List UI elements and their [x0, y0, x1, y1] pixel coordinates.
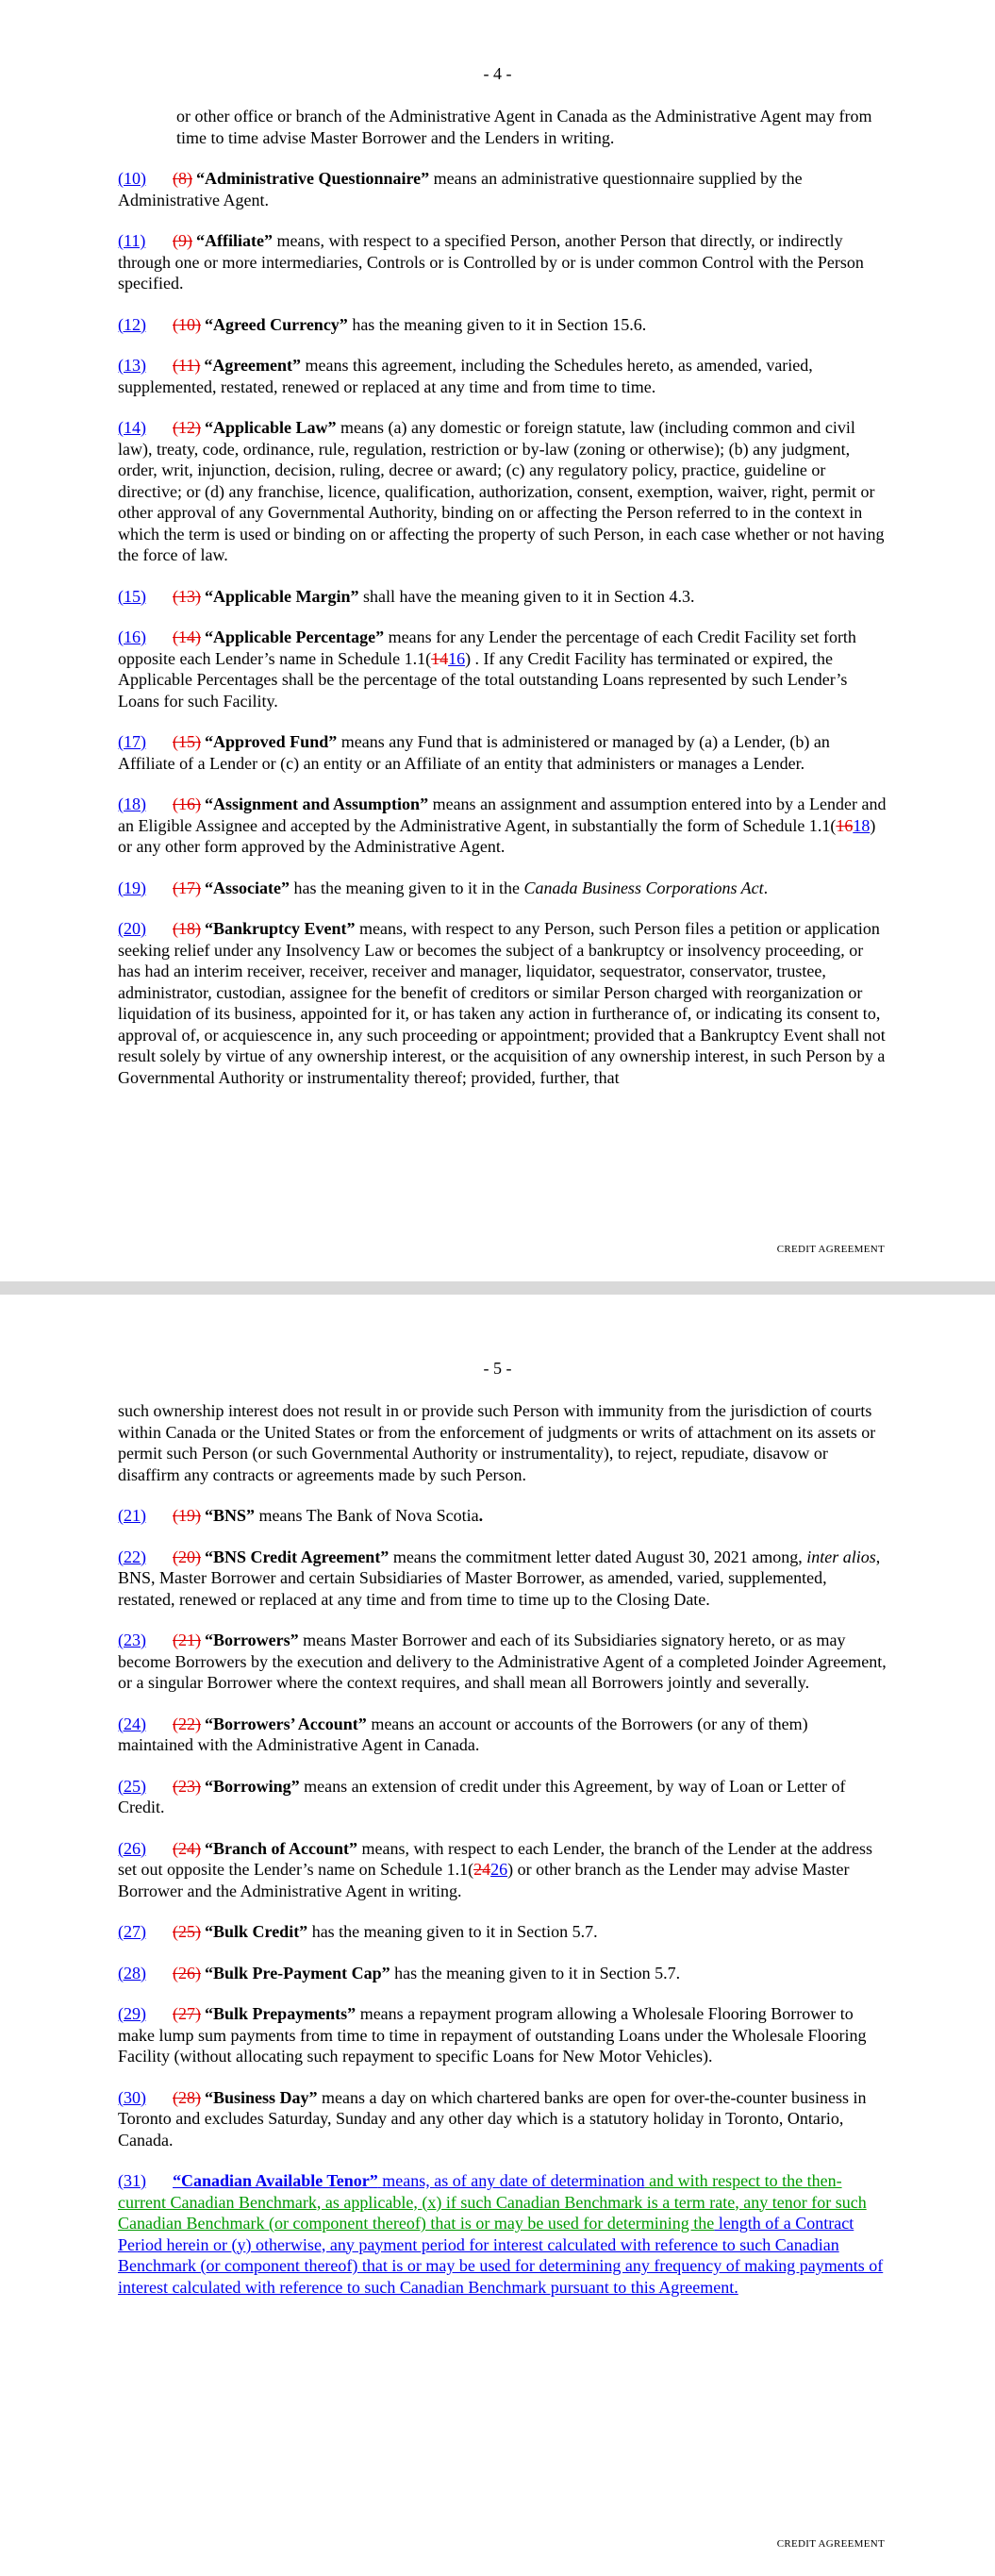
definition-text: means, with respect to each Lender, the branch of the Lender at the address set out opposite the Lender’s name on Schedule 1.1(	[118, 1838, 873, 1879]
deleted-reference: 24	[473, 1860, 491, 1879]
definition-administrative-questionnaire	[118, 168, 887, 210]
defined-term: “Branch of Account”	[205, 1838, 357, 1858]
defined-term: “Business Day”	[205, 2087, 318, 2107]
definition-text: means this agreement, including the Schedules hereto, as amended, varied, supplemented, restated, renewed or replaced at any time and from time to time.	[118, 356, 813, 396]
deleted-number: (18)	[173, 919, 201, 938]
deleted-number: (17)	[173, 878, 201, 897]
definition-text-cont: ) or any other form approved by the Administrative Agent.	[118, 815, 876, 856]
defined-term: “Applicable Percentage”	[205, 627, 385, 646]
deleted-number: (25)	[173, 1922, 201, 1941]
definition-assignment-and-assumption	[118, 794, 887, 858]
clause-number: (25)	[118, 1776, 146, 1796]
defined-term: “Bankruptcy Event”	[205, 919, 356, 938]
definition-borrowers-account	[118, 1714, 887, 1756]
definition-text: means any Fund that is administered or managed by (a) a Lender, (b) an Affiliate of a Lender or (c) an entity or an Affiliate of an entity that administers or manages a Lender.	[118, 732, 830, 773]
definition-agreement	[118, 355, 887, 397]
defined-term: “Assignment and Assumption”	[205, 795, 429, 813]
definition-text-cont: ) . If any Credit Facility has terminated or expired, the Applicable Percentages shall be the percentage of the total outstanding Loans represented by such Lender’s Loans for such Facility.	[118, 648, 848, 711]
defined-term: “Agreement”	[204, 356, 301, 375]
definition-bns: (21) (19) “BNS” means The Bank of Nova Scotia.	[118, 1506, 484, 1525]
clause-number: (12)	[118, 314, 146, 334]
definition-text: means a day on which chartered banks are open for over-the-counter business in Toronto and excludes Saturday, Sunday and any other day which is a statutory holiday in Toronto, Ontario, Canada.	[118, 2087, 867, 2149]
clause-number: (30)	[118, 2087, 146, 2107]
page-body	[118, 1400, 887, 2317]
clause-number: (19)	[118, 878, 146, 897]
clause-number: (17)	[118, 732, 146, 751]
deleted-number: (11)	[173, 356, 201, 375]
definition-text: has the meaning given to it in Section 5.7.	[307, 1922, 598, 1941]
continuation-paragraph: such ownership interest does not result in or provide such Person with immunity from the jurisdiction of courts within Canada or the United States or from the enforcement of judgments or writs of attachment on its assets or permit such Person (or such Governmental Authority or instrumentality), to reject, repudiate, disavow or disaffirm any contracts or agreements made by such Person.	[118, 1401, 876, 1484]
act-name: Canada Business Corporations Act	[523, 878, 764, 897]
deleted-number: (19)	[173, 1506, 201, 1525]
deleted-number: (10)	[173, 314, 201, 334]
page-footer: CREDIT AGREEMENT	[776, 2538, 885, 2550]
definition-bulk-credit	[118, 1921, 887, 1943]
clause-number: (27)	[118, 1922, 146, 1941]
definition-text-cont: , BNS, Master Borrower and certain Subsidiaries of Master Borrower, as amended, varied, supplemented, restated, renewed or replaced at any time and from time to time up to the Closing Date.	[118, 1547, 881, 1609]
definition-branch-of-account	[118, 1838, 887, 1902]
deleted-number: (8)	[173, 169, 192, 188]
inserted-reference: 26	[490, 1860, 508, 1879]
defined-term: “BNS”	[205, 1506, 256, 1525]
definition-text: means an administrative questionnaire supplied by the Administrative Agent.	[118, 169, 803, 209]
defined-term: “Affiliate”	[196, 231, 273, 250]
clause-number: (13)	[118, 356, 146, 375]
defined-term: “Borrowing”	[205, 1776, 300, 1796]
deleted-number: (23)	[173, 1776, 201, 1796]
deleted-number: (16)	[173, 795, 201, 813]
continuation-paragraph: or other office or branch of the Administrative Agent in Canada as the Administrative Agent may from time to time advise Master Borrower and the Lenders in writing.	[176, 107, 872, 147]
clause-number: (11)	[118, 231, 146, 250]
defined-term: “Administrative Questionnaire”	[196, 169, 430, 188]
inserted-text: means, as of any date of determination	[377, 2171, 645, 2190]
definition-bns-credit-agreement	[118, 1547, 887, 1611]
defined-term: “Bulk Credit”	[205, 1922, 308, 1941]
inserted-reference: 18	[853, 815, 871, 835]
deleted-number: (12)	[173, 418, 201, 437]
clause-number: (28)	[118, 1963, 146, 1982]
deleted-number: (28)	[173, 2087, 201, 2107]
inserted-text-green: and with respect to the then-current Canadian Benchmark, as applicable, (x) if such Canadian Benchmark is a term rate, any tenor for such Canadian Benchmark (or component thereof) that is or may	[118, 2171, 867, 2233]
clause-number: (31)	[118, 2171, 146, 2190]
definition-text: has the meaning given to it in the	[289, 878, 524, 897]
deleted-number: (27)	[173, 2004, 201, 2023]
definition-text: means an account or accounts of the Borrowers (or any of them) maintained with the Administrative Agent in Canada.	[118, 1714, 808, 1754]
deleted-number: (13)	[173, 586, 201, 606]
defined-term: “Bulk Prepayments”	[205, 2004, 357, 2023]
definition-borrowers	[118, 1630, 887, 1694]
defined-term: “Associate”	[205, 878, 290, 897]
definition-agreed-currency	[118, 314, 887, 336]
definition-bulk-prepayments	[118, 2003, 887, 2067]
clause-number: (16)	[118, 627, 146, 646]
clause-number: (26)	[118, 1838, 146, 1858]
deleted-number: (20)	[173, 1547, 201, 1566]
page-number: - 5 -	[483, 1359, 512, 1378]
inserted-text-cont: length of a Contract Period herein or (y) otherwise, any payment period for interest calculated with reference to such Canadian Benchmark (or component thereof) that is or may be used for determining any frequency of making payments of interest calculated with reference to such Canadian Benchmark pursuant to this Agreement.	[118, 2214, 884, 2297]
clause-number: (18)	[118, 795, 146, 813]
clause-number: (29)	[118, 2004, 146, 2023]
definition-text: has the meaning given to it in Section 5.7.	[390, 1963, 681, 1982]
deleted-number: (26)	[173, 1963, 201, 1982]
defined-term: “Borrowers”	[205, 1631, 299, 1649]
definition-text: means (a) any domestic or foreign statute, law (including common and civil law), treaty, code, ordinance, rule, regulation, restriction or by-law (zoning or otherwise); (b) any judgment, order, writ, injunction, decision, ruling, decree or award; (c) any regulatory policy, practice, guideline or directive; or (d) any franchise, licence, qualification, authorization, consent, exemption, waiver, right, permit or other approval of any Governmental Authority, binding on or affecting the Person referred to in the context in which the term is used or binding on or affecting the property of such Person, in each case whether or not having the force of law.	[118, 418, 885, 564]
page-footer: CREDIT AGREEMENT	[776, 1244, 885, 1255]
page-4	[0, 0, 995, 1281]
defined-term-inserted: “Canadian Available Tenor”	[173, 2171, 378, 2190]
latin-phrase: inter alios	[806, 1547, 876, 1566]
deleted-number: (22)	[173, 1714, 201, 1733]
defined-term: “Applicable Law”	[205, 418, 337, 437]
defined-term: “Approved Fund”	[205, 732, 338, 751]
clause-number: (10)	[118, 169, 146, 188]
defined-term: “Bulk Pre-Payment Cap”	[205, 1963, 390, 1982]
definition-approved-fund	[118, 731, 887, 774]
definition-affiliate	[118, 230, 887, 294]
definition-text: means an extension of credit under this Agreement, by way of Loan or Letter of Credit.	[118, 1776, 846, 1816]
definition-borrowing	[118, 1776, 887, 1818]
definition-applicable-percentage	[118, 627, 887, 711]
clause-number: (20)	[118, 919, 146, 938]
clause-number: (21)	[118, 1506, 146, 1525]
deleted-reference: 14	[431, 648, 449, 668]
inserted-text-green-2: be used for determining the	[522, 2214, 715, 2233]
clause-number: (24)	[118, 1714, 146, 1733]
definition-text: means The Bank of Nova Scotia	[255, 1506, 479, 1525]
definition-text: means a repayment program allowing a Wholesale Flooring Borrower to make lump sum payments from time to time in repayment of outstanding Loans under the Wholesale Flooring Facility (without allocating such repayment to specific Loans for New Motor Vehicles).	[118, 2004, 867, 2066]
deleted-number: (21)	[173, 1631, 201, 1649]
definition-text-cont: ) or other branch as the Lender may advise Master Borrower and the Administrative Agent in writing.	[118, 1860, 850, 1900]
deleted-number: (9)	[173, 231, 192, 250]
defined-term: “Applicable Margin”	[205, 586, 359, 606]
definition-text: means the commitment letter dated August 30, 2021 among,	[389, 1547, 807, 1566]
definition-text: has the meaning given to it in Section 15.6.	[347, 314, 647, 334]
clause-number: (15)	[118, 586, 146, 606]
page-5	[0, 1295, 995, 2576]
page-number: - 4 -	[483, 64, 512, 83]
definition-canadian-available-tenor	[118, 2170, 887, 2298]
deleted-number: (14)	[173, 627, 201, 646]
clause-number: (22)	[118, 1547, 146, 1566]
definition-text: means Master Borrower and each of its Subsidiaries signatory hereto, or as may become Borrowers by the execution and delivery to the Administrative Agent of a completed Joinder Agreement, or a singular Borrower where the context requires, and shall mean all Borrowers jointly and severally.	[118, 1631, 887, 1692]
definition-business-day	[118, 2087, 887, 2151]
clause-number: (14)	[118, 418, 146, 437]
definition-bankruptcy-event	[118, 918, 887, 1088]
definition-text: means, with respect to a specified Person, another Person that directly, or indirectly through one or more intermediaries, Controls or is Controlled by or is under common Control with the Person specified.	[118, 231, 864, 293]
definition-applicable-law	[118, 417, 887, 566]
defined-term: “Agreed Currency”	[205, 314, 348, 334]
definition-associate: (19) (17) “Associate” has the meaning given to it in the Canada Business Corporations Act.	[118, 878, 769, 897]
definition-text: means an assignment and assumption entered into by a Lender and an Eligible Assignee and accepted by the Administrative Agent, in substantially the form of Schedule 1.1(	[118, 795, 887, 835]
page-body	[118, 106, 887, 1108]
definition-text: means for any Lender the percentage of each Credit Facility set forth opposite each Lender’s name in Schedule 1.1(	[118, 627, 856, 668]
inserted-reference: 16	[448, 648, 466, 668]
deleted-reference: 16	[836, 815, 854, 835]
definition-text: means, with respect to any Person, such Person files a petition or application seeking relief under any Insolvency Law or becomes the subject of a bankruptcy or insolvency proceeding, or has had an interim receiver, receiver, receiver and manager, liquidator, sequestrator, conservator, trustee, administrator, custodian, assignee for the benefit of creditors or similar Person charged with reorganization or liquidation of its business, appointed for it, or has taken any action in furtherance of, or indicating its consent to, approval of, or acquiescence in, any such proceeding or appointment; provided that a Bankruptcy Event shall not result solely by virtue of any ownership interest, or the acquisition of any ownership interest, in such Person by a Governmental Authority or instrumentality thereof; provided, further, that	[118, 919, 886, 1087]
clause-number: (23)	[118, 1631, 146, 1649]
deleted-number: (15)	[173, 732, 201, 751]
defined-term: “Borrowers’ Account”	[205, 1714, 367, 1733]
definition-bulk-pre-payment-cap	[118, 1963, 887, 1984]
deleted-number: (24)	[173, 1838, 201, 1858]
definition-text: shall have the meaning given to it in Section 4.3.	[358, 586, 695, 606]
definition-applicable-margin	[118, 586, 887, 608]
defined-term: “BNS Credit Agreement”	[205, 1547, 390, 1566]
